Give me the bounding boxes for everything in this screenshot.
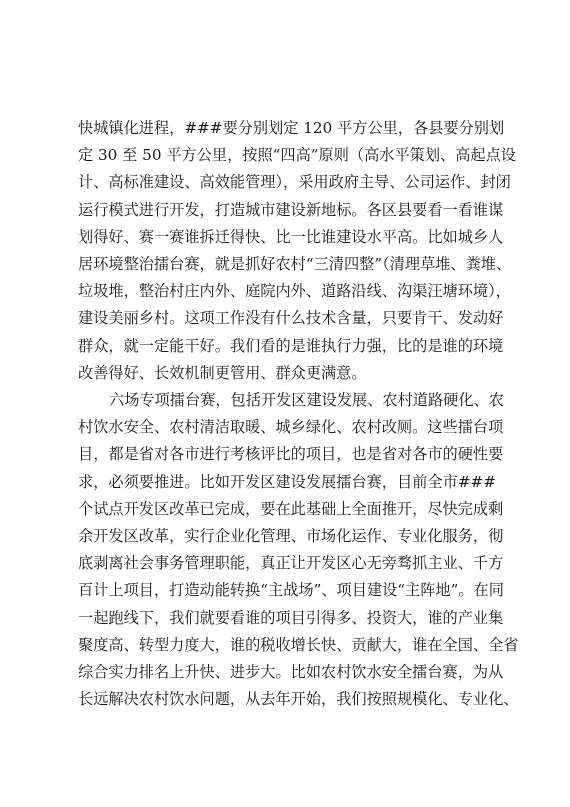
text-line: 定 30 至 50 平方公里，按照“四高”原则（高水平策划、高起点设 [78, 146, 516, 165]
text-line: 村饮水安全、农村清洁取暖、城乡绿化、农村改厕。这些擂台项 [78, 418, 504, 437]
text-line: 百计上项目，打造动能转换“主战场”、项目建设“主阵地”。在同 [78, 581, 504, 600]
text-line: 余开发区改革，实行企业化管理、市场化运作、专业化服务，彻 [78, 527, 504, 546]
text-line: 建设美丽乡村。这项工作没有什么技术含量，只要肯干、发动好 [78, 309, 504, 328]
text-line: 综合实力排名上升快、进步大。比如农村饮水安全擂台赛，为从 [78, 663, 504, 682]
body-text [78, 115, 519, 713]
text-line: 底剥离社会事务管理职能，真正让开发区心无旁骛抓主业、千方 [78, 554, 504, 573]
text-line: 划得好、赛一赛谁拆迁得快、比一比谁建设水平高。比如城乡人 [78, 227, 504, 246]
text-line: 长远解决农村饮水问题，从去年开始，我们按照规模化、专业化、 [78, 690, 519, 709]
text-line: 改善得好、长效机制更管用、群众更满意。 [78, 363, 367, 382]
text-line: 一起跑线下，我们就要看谁的项目引得多、投资大，谁的产业集 [78, 608, 504, 627]
text-line: 聚度高、转型力度大，谁的税收增长快、贡献大，谁在全国、全省 [78, 635, 519, 654]
text-line: 计、高标准建设、高效能管理），采用政府主导、公司运作、封闭 [78, 173, 511, 192]
text-line: 居环境整治擂台赛，就是抓好农村“三清四整”（清理草堆、粪堆、 [78, 255, 512, 274]
text-line: 垃圾堆，整治村庄内外、庭院内外、道路沿线、沟渠汪塘环境）， [78, 282, 511, 301]
text-line: 六场专项擂台赛，包括开发区建设发展、农村道路硬化、农 [109, 391, 504, 410]
text-line: 个试点开发区改革已完成，要在此基础上全面推开，尽快完成剩 [78, 499, 504, 518]
paragraph-2 [78, 387, 519, 713]
text-line: 运行模式进行开发，打造城市建设新地标。各区县要看一看谁谋 [78, 200, 504, 219]
paragraph-1 [78, 115, 516, 387]
text-line: 目，都是省对各市进行考核评比的项目，也是省对各市的硬性要 [78, 445, 504, 464]
text-line: 群众，就一定能干好。我们看的是谁执行力强，比的是谁的环境 [78, 336, 504, 355]
text-line: 求，必须要推进。比如开发区建设发展擂台赛，目前全市### [78, 472, 496, 491]
text-line: 快城镇化进程，###要分别划定 120 平方公里，各县要分别划 [78, 119, 505, 137]
